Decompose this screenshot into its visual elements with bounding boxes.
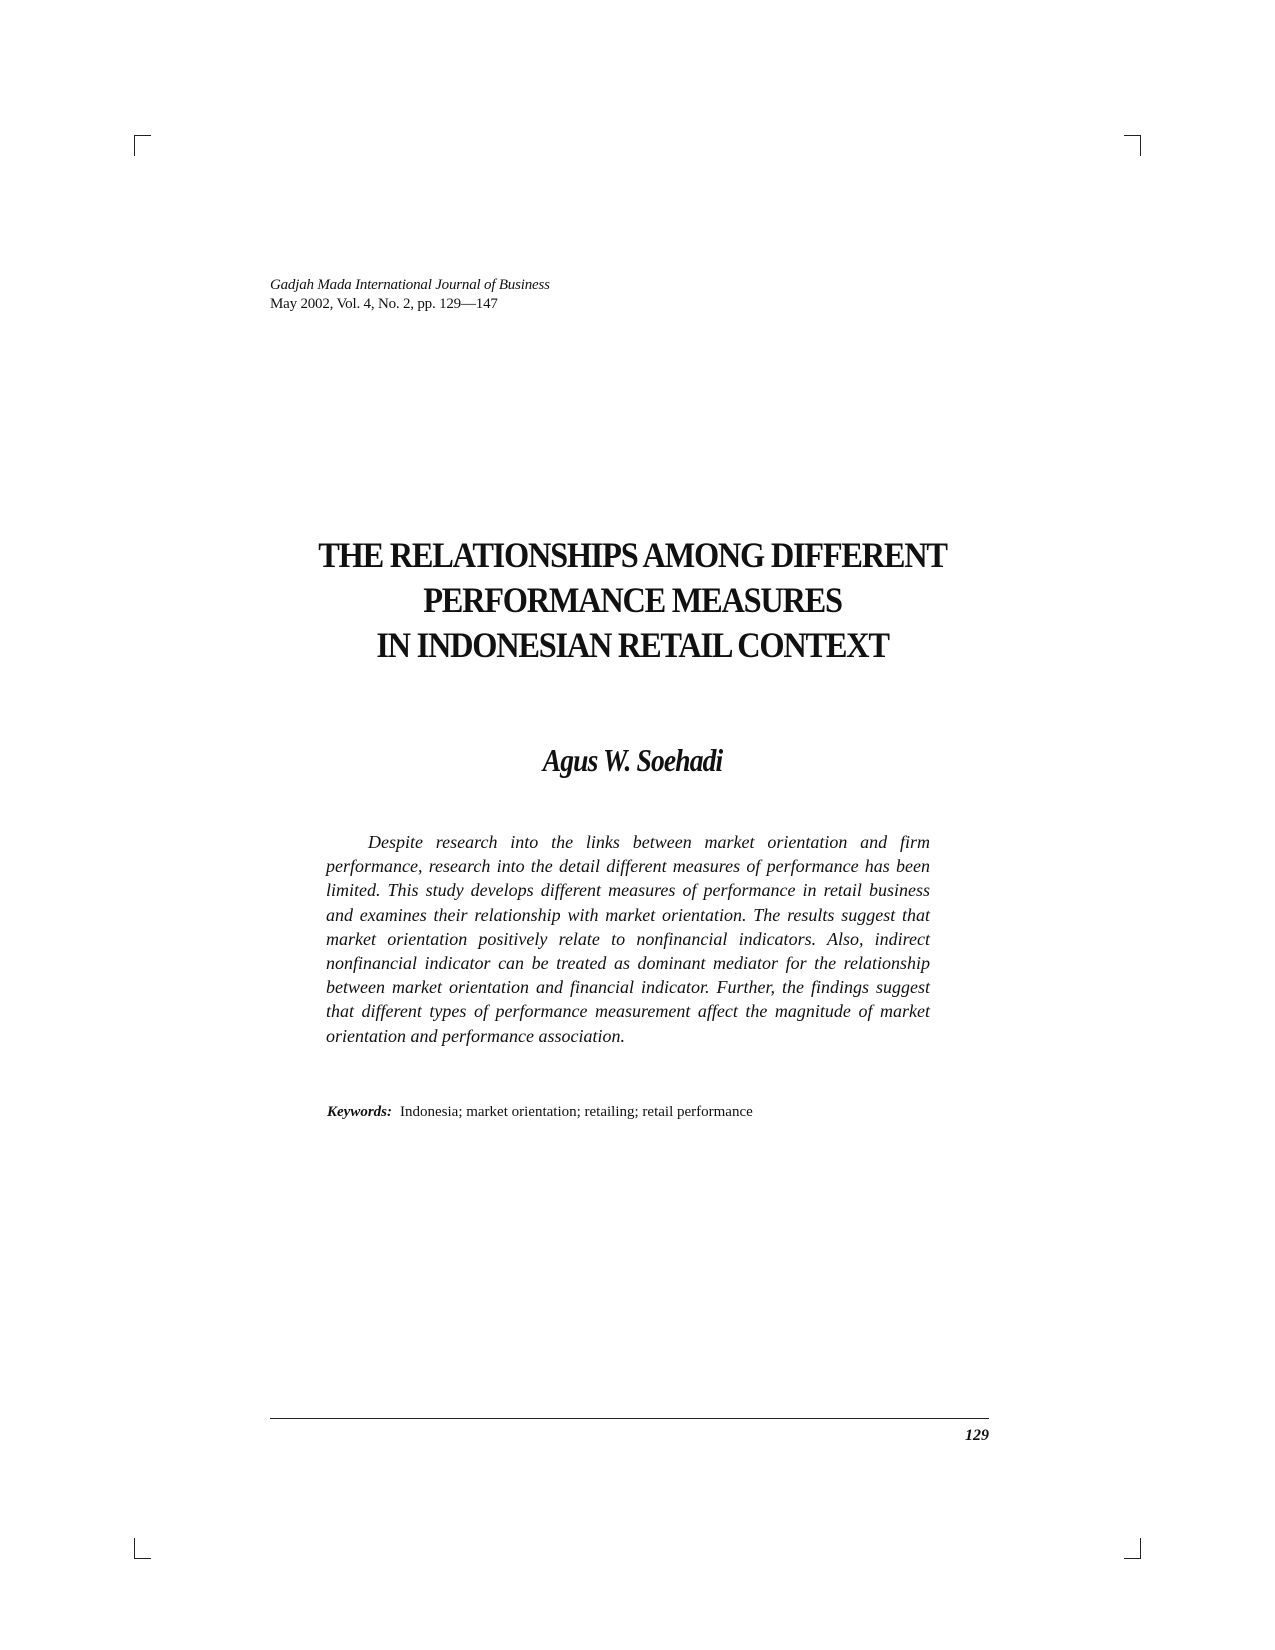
crop-mark-bottom-right xyxy=(1124,1538,1141,1559)
journal-meta: May 2002, Vol. 4, No. 2, pp. 129—147 xyxy=(270,296,498,312)
keywords-value: Indonesia; market orientation; retailing; retail performance xyxy=(400,1104,753,1120)
title-line-1: THE RELATIONSHIPS AMONG DIFFERENT xyxy=(318,535,947,575)
abstract-text: Despite research into the links between market orientation and firm performance, research into the detail different measures of performance has been limited. This study develops different measures of performance in retail business and examines their relationship with market orientation. The results suggest that market orientation positively relate to nonfinancial indicators. Also, indirect nonfinancial indicator can be treated as dominant mediator for the relationship between market orientation and financial indicator. Further, the findings suggest that different types of performance measurement affect the magnitude of market orientation and performance association. xyxy=(326,832,930,1046)
keywords-label: Keywords: xyxy=(327,1104,392,1120)
journal-header xyxy=(270,276,550,314)
paper-title xyxy=(270,533,995,668)
author-name: Agus W. Soehadi xyxy=(542,742,723,778)
title-line-3: IN INDONESIAN RETAIL CONTEXT xyxy=(376,625,889,665)
footer-rule xyxy=(270,1418,989,1419)
crop-mark-top-left xyxy=(134,135,151,156)
crop-mark-top-right xyxy=(1124,135,1141,156)
crop-mark-bottom-left xyxy=(134,1538,151,1559)
keywords xyxy=(327,1102,753,1122)
journal-name: Gadjah Mada International Journal of Business xyxy=(270,277,550,293)
title-line-2: PERFORMANCE MEASURES xyxy=(423,580,842,620)
page-number: 129 xyxy=(965,1427,989,1444)
